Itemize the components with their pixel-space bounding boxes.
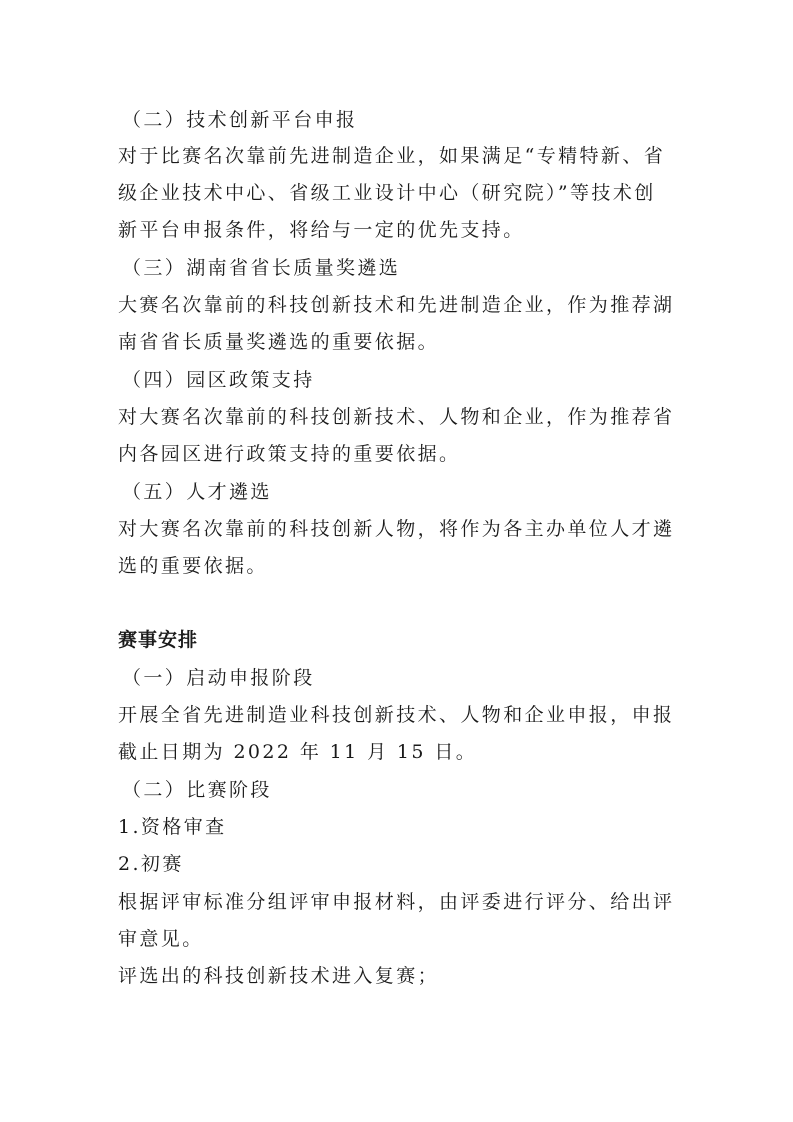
section-subheading: （二）技术创新平台申报 [122,109,358,131]
paragraph-line: 新平台申报条件，将给与一定的优先支持。 [118,219,525,241]
section-subheading: （五）人才遴选 [122,481,272,503]
list-item: 2.初赛 [118,853,184,875]
section-heading: 赛事安排 [118,629,199,651]
paragraph-line: 对于比赛名次靠前先进制造企业，如果满足“专精特新、省 [118,145,666,167]
list-item: 1.资格审查 [118,816,227,838]
paragraph-line: 级企业技术中心、省级工业设计中心（研究院）”等技术创 [118,182,656,204]
paragraph-line: 内各园区进行政策支持的重要依据。 [118,443,461,465]
paragraph-line: 截止日期为 2022 年 11 月 15 日。 [118,741,478,763]
section-subheading: （一）启动申报阶段 [122,667,315,689]
paragraph-line: 审意见。 [118,928,204,950]
section-subheading: （三）湖南省省长质量奖遴选 [122,257,401,279]
paragraph-line: 选的重要依据。 [118,555,268,577]
paragraph-line: 开展全省先进制造业科技创新技术、人物和企业申报，申报 [118,704,675,726]
paragraph-line: 南省省长质量奖遴选的重要依据。 [118,331,440,353]
section-subheading: （四）园区政策支持 [122,369,315,391]
paragraph-line: 根据评审标准分组评审申报材料，由评委进行评分、给出评 [118,891,675,913]
paragraph-line: 对大赛名次靠前的科技创新人物，将作为各主办单位人才遴 [118,518,675,540]
paragraph-line: 对大赛名次靠前的科技创新技术、人物和企业，作为推荐省 [118,406,675,428]
paragraph-line: 大赛名次靠前的科技创新技术和先进制造企业，作为推荐湖 [118,294,675,316]
paragraph-line: 评选出的科技创新技术进入复赛； [118,965,440,987]
section-subheading: （二）比赛阶段 [122,779,272,801]
